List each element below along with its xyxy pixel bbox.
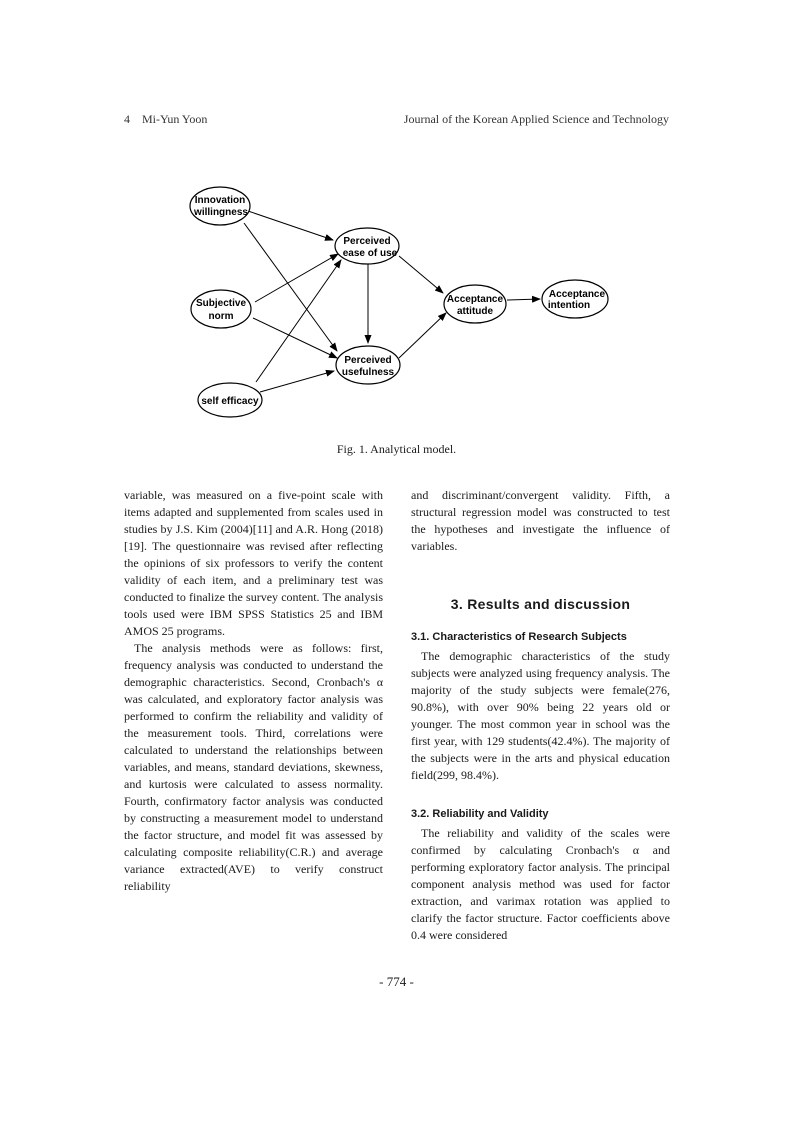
right-column bbox=[411, 487, 670, 944]
node-attitude-label-1: Acceptance bbox=[446, 294, 504, 305]
right-paragraph-1: and discriminant/convergent validity. Fifth, a structural regression model was constructed to test the hypotheses and investigate the influence of variables. bbox=[411, 488, 670, 553]
node-self-efficacy bbox=[198, 383, 262, 417]
left-column bbox=[124, 487, 383, 895]
node-acceptance-attitude bbox=[444, 285, 506, 323]
page-footer: - 774 - bbox=[379, 974, 414, 989]
subsection-characteristics-text: The demographic characteristics of the study subjects were analyzed using frequency analysis. The majority of the study subjects were female(276, 90.8%), with over 90% being 22 years old or younger. The most common year in school was the first year, with 129 students(42.4%). The majority of the subjects were in the arts and physical education field(299, 98.4%). bbox=[411, 649, 670, 782]
node-perceived-usefulness bbox=[336, 346, 400, 384]
node-subjective-label-1: Subjective bbox=[195, 298, 247, 309]
section-heading-results: 3. Results and discussion bbox=[450, 596, 631, 612]
arrow-efficacy-to-ease bbox=[256, 260, 341, 382]
node-acceptance-intention bbox=[542, 280, 608, 318]
node-intention-label-2: intention bbox=[547, 300, 591, 311]
node-attitude-label-2: attitude bbox=[456, 306, 494, 317]
node-ease-label-2: ease of use bbox=[342, 248, 398, 259]
node-perceived-ease-of-use bbox=[335, 228, 399, 264]
arrow-ease-to-attitude bbox=[399, 256, 443, 293]
figure-caption: Fig. 1. Analytical model. bbox=[336, 442, 457, 456]
arrow-subjective-to-usefulness bbox=[253, 318, 337, 358]
header-author: Mi-Yun Yoon bbox=[142, 112, 208, 126]
node-ease-label-1: Perceived bbox=[343, 236, 391, 247]
node-intention-label-1: Acceptance bbox=[548, 289, 606, 300]
subsection-reliability-text: The reliability and validity of the scales were confirmed by calculating Cronbach's α and performing exploratory factor analysis. The principal component analysis method was used for factor extraction, and varimax rotation was applied to clarify the factor structure. Factor coefficients above 0.4 were considered bbox=[411, 826, 670, 942]
arrow-usefulness-to-attitude bbox=[399, 313, 446, 358]
node-usefulness-label-2: usefulness bbox=[341, 367, 395, 378]
arrow-efficacy-to-usefulness bbox=[260, 371, 334, 392]
left-paragraph-1: variable, was measured on a five-point scale with items adapted and supplemented from scales used in studies by J.S. Kim (2004)[11] and A.R. Hong (2018)[19]. The questionnaire was revised after reflecting the opinions of six professors to verify the content validity of each item, and a preliminary test was conducted to finalize the survey content. The analysis tools used were IBM SPSS Statistics 25 and IBM AMOS 25 programs. bbox=[124, 488, 383, 638]
node-innovation-willingness bbox=[190, 187, 250, 225]
subsection-heading-characteristics: 3.1. Characteristics of Research Subjects bbox=[411, 631, 627, 643]
node-efficacy-label: self efficacy bbox=[201, 396, 259, 407]
node-innovation-label-1: Innovation bbox=[194, 195, 246, 206]
node-subjective-norm bbox=[191, 290, 251, 328]
left-paragraph-2: The analysis methods were as follows: first, frequency analysis was conducted to understand the demographic characteristics. Second, Cronbach's α was calculated, and exploratory factor analysis was performed to confirm the reliability and validity of the measurement tools. Third, correlations were calculated to understand the relationships between variables, and means, standard deviations, skewness, and kurtosis were calculated to assess normality. Fourth, confirmatory factor analysis was conducted by constructing a measurement model to understand the factor structure, and model fit was assessed by calculating composite reliability(C.R.) and average variance extracted(AVE) to verify construct reliability bbox=[124, 641, 383, 893]
header-page-number: 4 bbox=[124, 112, 130, 126]
subsection-heading-reliability: 3.2. Reliability and Validity bbox=[411, 808, 549, 820]
node-usefulness-label-1: Perceived bbox=[344, 355, 392, 366]
arrow-innovation-to-ease bbox=[248, 211, 333, 240]
node-innovation-label-2: willingness bbox=[194, 207, 248, 218]
arrow-attitude-to-intention bbox=[507, 299, 540, 300]
header-journal: Journal of the Korean Applied Science and Technology bbox=[403, 112, 669, 126]
analytical-model-diagram bbox=[0, 0, 793, 430]
node-subjective-label-2: norm bbox=[208, 311, 234, 322]
